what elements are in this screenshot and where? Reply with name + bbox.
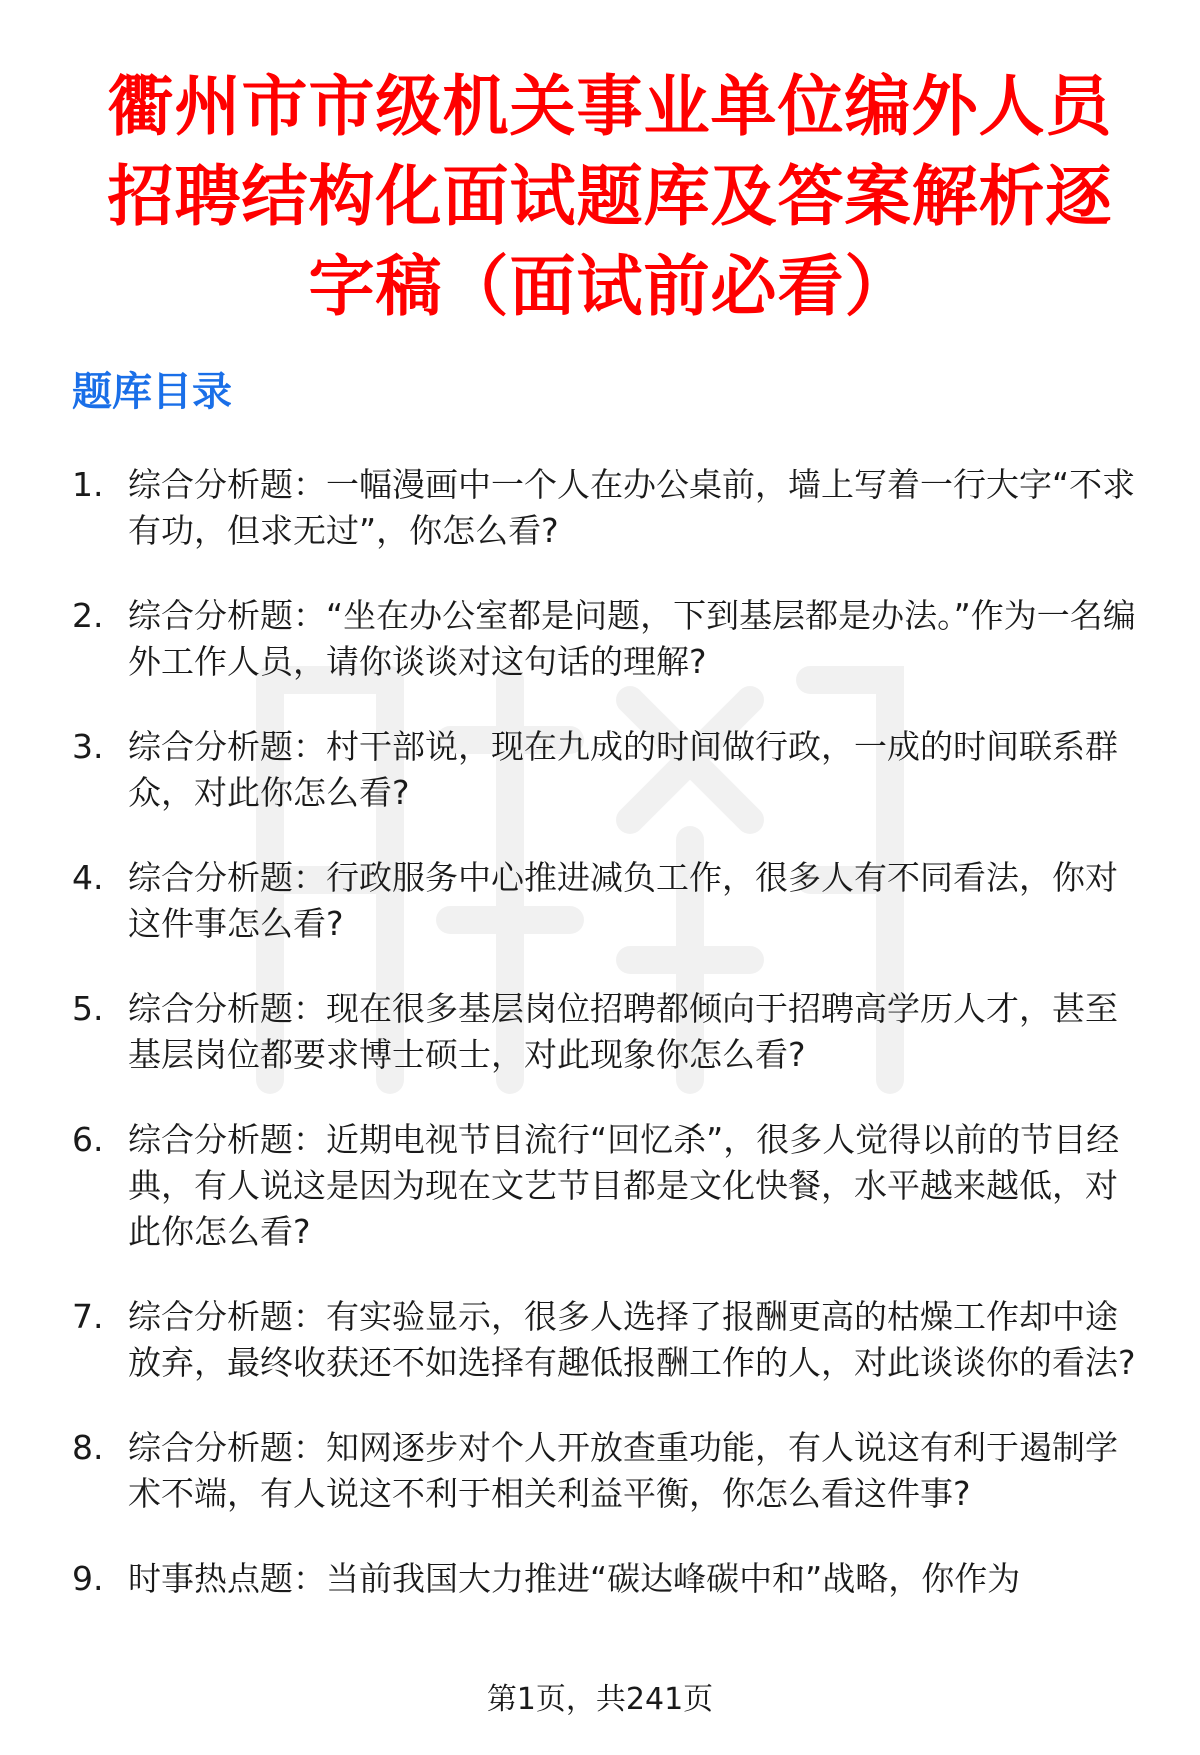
list-item bbox=[72, 855, 1142, 947]
list-item bbox=[72, 462, 1142, 554]
list-item bbox=[72, 986, 1142, 1078]
item-number: 7. bbox=[72, 1297, 104, 1336]
item-number: 6. bbox=[72, 1120, 104, 1159]
item-number: 1. bbox=[72, 465, 104, 504]
item-number: 4. bbox=[72, 858, 104, 897]
item-text: 综合分析题：“坐在办公室都是问题，下到基层都是办法。”作为一名编外工作人员，请你谈谈对这句话的理解? bbox=[128, 596, 1136, 681]
item-text: 综合分析题：近期电视节目流行“回忆杀”，很多人觉得以前的节目经典，有人说这是因为现在文艺节目都是文化快餐，水平越来越低，对此你怎么看? bbox=[128, 1120, 1120, 1251]
item-text: 综合分析题：行政服务中心推进减负工作，很多人有不同看法，你对这件事怎么看? bbox=[128, 858, 1118, 943]
document-title: 衢州市市级机关事业单位编外人员招聘结构化面试题库及答案解析逐字稿（面试前必看） bbox=[107, 68, 1113, 325]
item-number: 2. bbox=[72, 596, 104, 635]
list-item bbox=[72, 724, 1142, 816]
list-item bbox=[72, 1294, 1142, 1386]
item-text: 综合分析题：一幅漫画中一个人在办公桌前，墙上写着一行大字“不求有功，但求无过”，你怎么看? bbox=[128, 465, 1136, 550]
page-footer: 第1页，共241页 bbox=[486, 1682, 714, 1717]
item-text: 时事热点题：当前我国大力推进“碳达峰碳中和”战略，你作为 bbox=[128, 1559, 1021, 1598]
question-list bbox=[72, 462, 1142, 1641]
item-text: 综合分析题：现在很多基层岗位招聘都倾向于招聘高学历人才，甚至基层岗位都要求博士硕士，对此现象你怎么看? bbox=[128, 989, 1118, 1074]
item-text: 综合分析题：有实验显示，很多人选择了报酬更高的枯燥工作却中途放弃，最终收获还不如选择有趣低报酬工作的人，对此谈谈你的看法? bbox=[128, 1297, 1136, 1382]
item-number: 8. bbox=[72, 1428, 104, 1467]
item-text: 综合分析题：知网逐步对个人开放查重功能，有人说这有利于遏制学术不端，有人说这不利于相关利益平衡，你怎么看这件事? bbox=[128, 1428, 1118, 1513]
list-item bbox=[72, 593, 1142, 685]
list-item bbox=[72, 1425, 1142, 1517]
list-item bbox=[72, 1117, 1142, 1255]
item-number: 9. bbox=[72, 1559, 104, 1598]
item-number: 3. bbox=[72, 727, 104, 766]
item-number: 5. bbox=[72, 989, 104, 1028]
toc-heading: 题库目录 bbox=[72, 369, 232, 415]
item-text: 综合分析题：村干部说，现在九成的时间做行政，一成的时间联系群众，对此你怎么看? bbox=[128, 727, 1118, 812]
list-item bbox=[72, 1556, 1142, 1602]
